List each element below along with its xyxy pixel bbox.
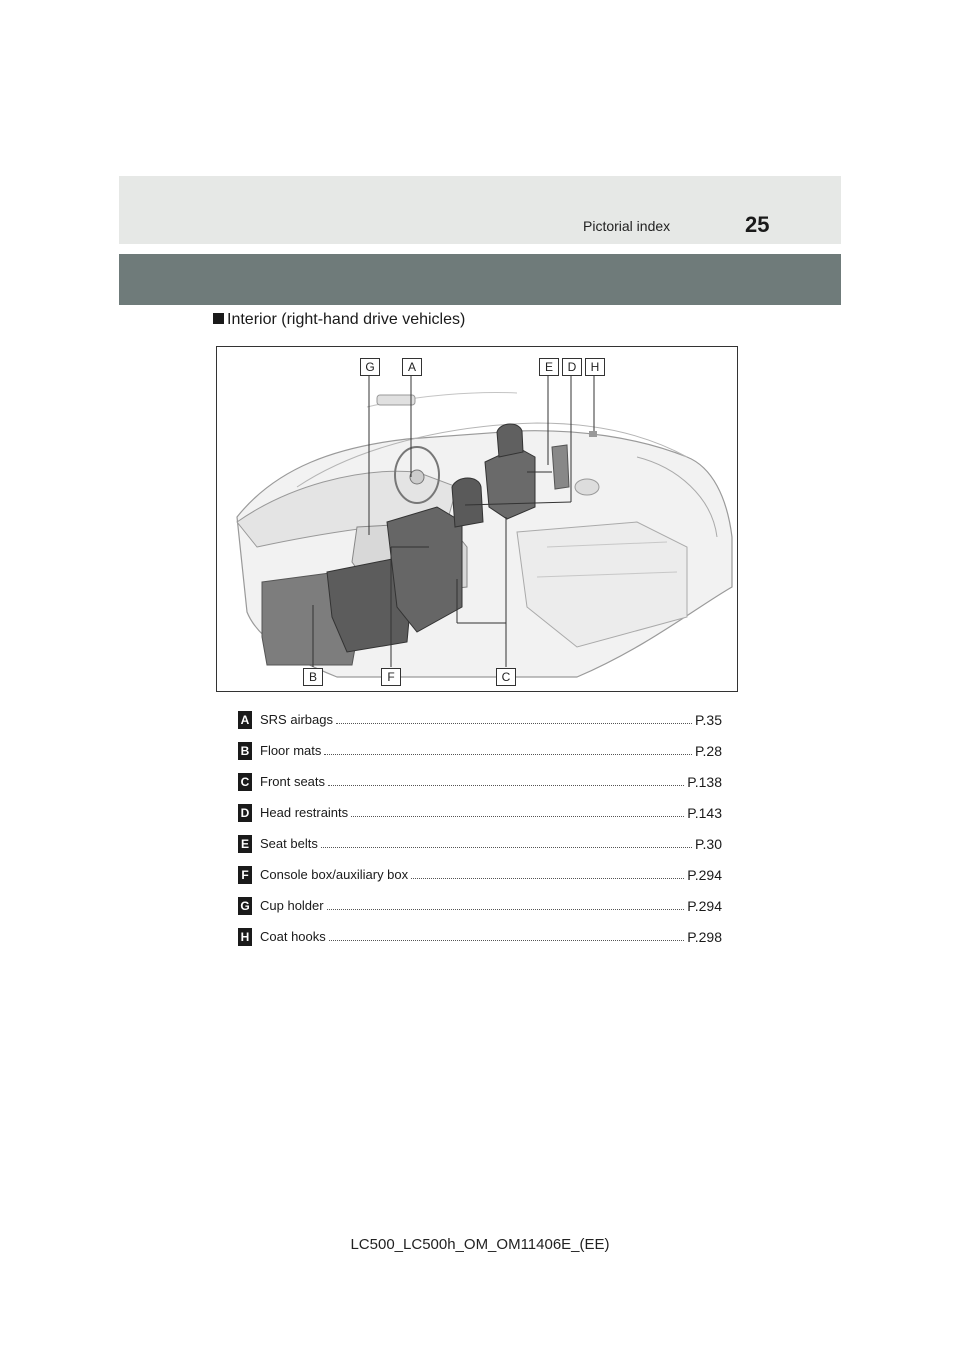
index-label: Front seats (260, 774, 326, 789)
letter-badge: G (238, 897, 252, 915)
footer-doc-code: LC500_LC500h_OM_OM11406E_(EE) (350, 1236, 610, 1253)
index-item-coat-hooks[interactable] (238, 921, 722, 952)
letter-badge: B (238, 742, 252, 760)
index-item-cup-holder[interactable] (238, 890, 722, 921)
index-item-seat-belts[interactable] (238, 828, 722, 859)
dot-leader (324, 753, 692, 755)
page-reference[interactable]: P.138 (687, 773, 722, 790)
callout-h: H (585, 358, 605, 376)
callout-e: E (539, 358, 559, 376)
page-reference[interactable]: P.30 (695, 835, 722, 852)
dot-leader (327, 908, 685, 910)
index-label: Cup holder (260, 898, 324, 913)
header-band (119, 176, 841, 244)
page-number: 25 (745, 212, 770, 237)
index-item-console-box[interactable] (238, 859, 722, 890)
letter-badge: D (238, 804, 252, 822)
index-item-front-seats[interactable] (238, 766, 722, 797)
page-reference[interactable]: P.298 (687, 928, 722, 945)
section-title: Pictorial index (583, 218, 671, 234)
callout-b: B (303, 668, 323, 686)
index-label: Console box/auxiliary box (260, 867, 409, 882)
dot-leader (411, 877, 684, 879)
page-reference[interactable]: P.28 (695, 742, 722, 759)
letter-badge: C (238, 773, 252, 791)
dot-leader (329, 939, 684, 941)
callout-c: C (496, 668, 516, 686)
dot-leader (336, 722, 692, 724)
chapter-band (119, 254, 841, 305)
callout-d: D (562, 358, 582, 376)
square-bullet-icon (213, 313, 224, 324)
dot-leader (351, 815, 684, 817)
subheading-text: Interior (right-hand drive vehicles) (227, 311, 466, 328)
car-interior-drawing (217, 347, 738, 692)
callout-g: G (360, 358, 380, 376)
index-label: Coat hooks (260, 929, 326, 944)
index-item-head-restraints[interactable] (238, 797, 722, 828)
page-reference[interactable]: P.294 (687, 866, 722, 883)
page-reference[interactable]: P.294 (687, 897, 722, 914)
page-reference[interactable]: P.143 (687, 804, 722, 821)
letter-badge: A (238, 711, 252, 729)
dot-leader (328, 784, 684, 786)
letter-badge: F (238, 866, 252, 884)
index-label: Head restraints (260, 805, 349, 820)
letter-badge: E (238, 835, 252, 853)
interior-illustration (216, 346, 738, 692)
index-item-floor-mats[interactable] (238, 735, 722, 766)
index-label: Floor mats (260, 743, 322, 758)
callout-f: F (381, 668, 401, 686)
index-list (238, 704, 722, 952)
index-label: Seat belts (260, 836, 318, 851)
index-label: SRS airbags (260, 712, 333, 727)
subheading (213, 311, 465, 329)
callout-a: A (402, 358, 422, 376)
index-item-srs-airbags[interactable] (238, 704, 722, 735)
letter-badge: H (238, 928, 252, 946)
dot-leader (321, 846, 692, 848)
page-reference[interactable]: P.35 (695, 711, 722, 728)
